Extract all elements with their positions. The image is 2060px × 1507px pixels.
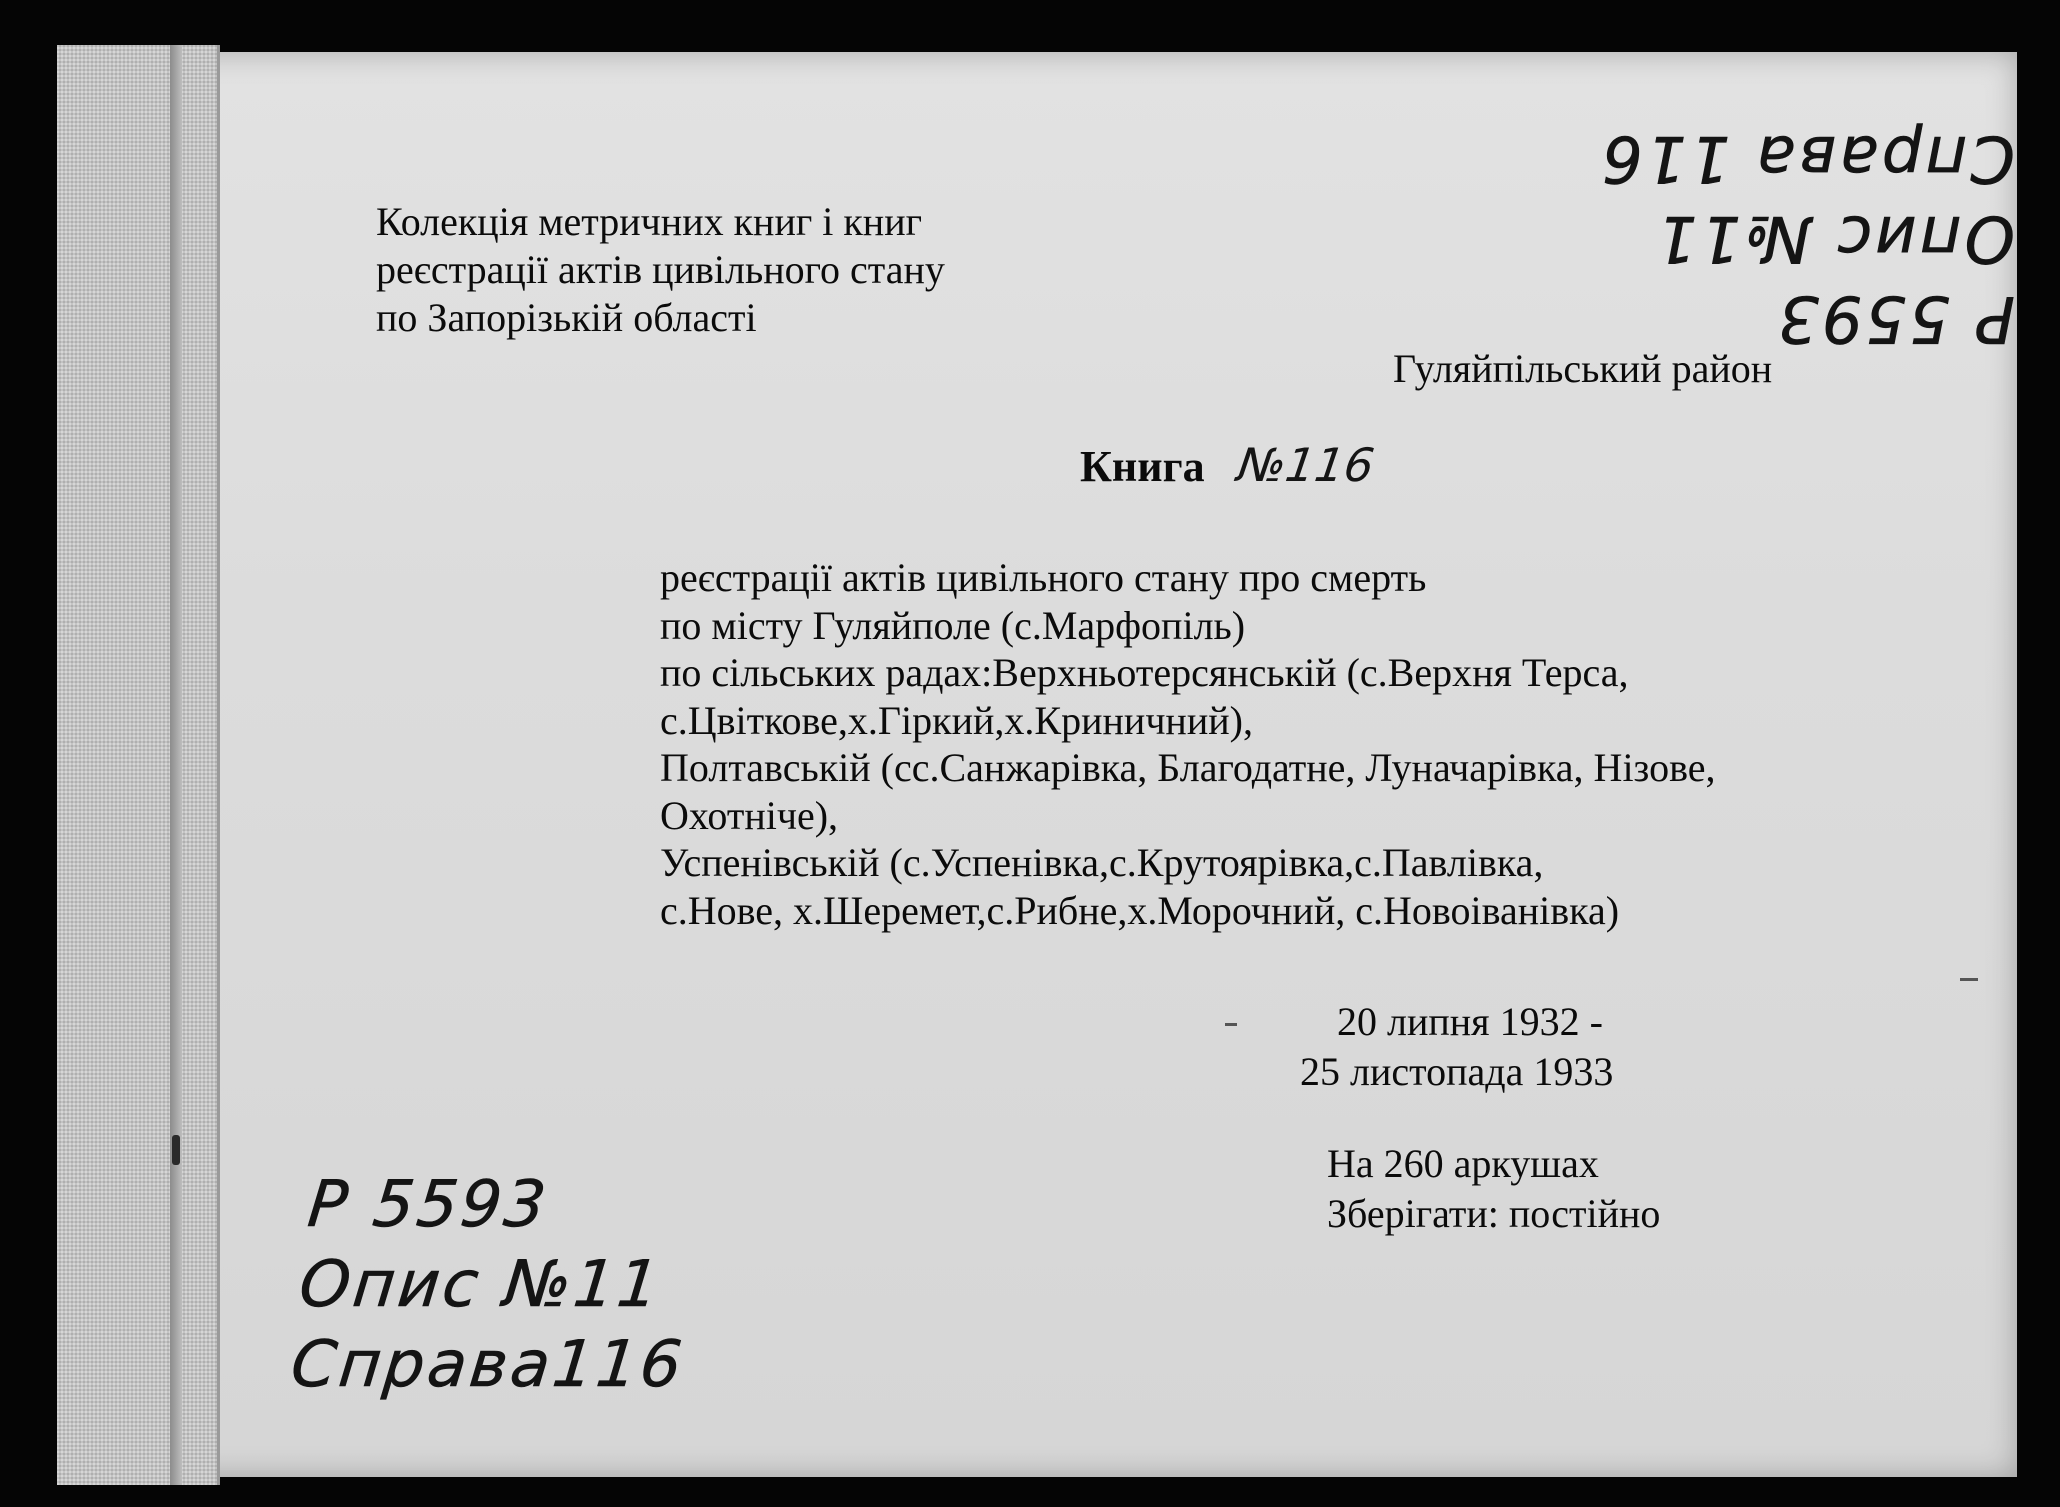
book-spine	[57, 45, 220, 1485]
date-to: 25 листопада 1933	[1300, 1049, 1614, 1094]
description-line: по сільських радах:Верхньотерсянській (с.Верхня Терса,	[660, 650, 1629, 695]
stray-mark	[1225, 1023, 1237, 1026]
handwritten-fund: Р 5593	[304, 1168, 553, 1242]
book-title: Книга	[1080, 442, 1205, 491]
sheets-info	[1327, 1140, 1660, 1240]
collection-title-line: Колекція метричних книг і книг	[376, 199, 923, 244]
description-line: реєстрації актів цивільного стану про смерть	[660, 555, 1427, 600]
description-line: Успенівській (с.Успенівка,с.Крутоярівка,с.Павлівка,	[660, 840, 1544, 885]
binding-hole	[172, 1135, 180, 1165]
description-line: с.Цвіткове,х.Гіркий,х.Криничний),	[660, 697, 1253, 743]
handwritten-archive-reference	[287, 1165, 705, 1405]
handwritten-inventory: Опис №11	[1653, 201, 2015, 275]
date-range	[1300, 998, 1613, 1096]
description-line: с.Нове, х.Шеремет,с.Рибне,х.Морочний, с.Новоіванівка)	[660, 887, 1620, 933]
description-line: Охотніче),	[660, 792, 839, 838]
description-line: по місту Гуляйполе (с.Марфопіль)	[660, 602, 1246, 648]
collection-title-line: по Запорізькій області	[376, 295, 757, 340]
handwritten-fund: Р 5593	[1775, 281, 2015, 355]
stray-mark	[1960, 978, 1978, 981]
book-number-handwritten: №116	[1234, 438, 1378, 492]
handwritten-inventory: Опис №11	[296, 1248, 666, 1322]
district-name: Гуляйпільський район	[1393, 346, 1773, 391]
collection-title	[376, 198, 945, 342]
handwritten-file: Справа 116	[1599, 121, 2015, 195]
storage-term: Зберігати: постійно	[1327, 1191, 1661, 1236]
handwritten-file: Справа116	[287, 1328, 688, 1402]
book-description	[660, 554, 1716, 934]
collection-title-line: реєстрації актів цивільного стану	[376, 247, 945, 292]
sheet-count: На 260 аркушах	[1327, 1141, 1599, 1186]
spine-edge	[170, 45, 182, 1485]
handwritten-archive-reference-rotated	[1599, 118, 2015, 358]
description-line: Полтавській (сс.Санжарівка, Благодатне, Луначарівка, Нізове,	[660, 745, 1716, 790]
date-from: 20 липня 1932 -	[1337, 999, 1603, 1044]
